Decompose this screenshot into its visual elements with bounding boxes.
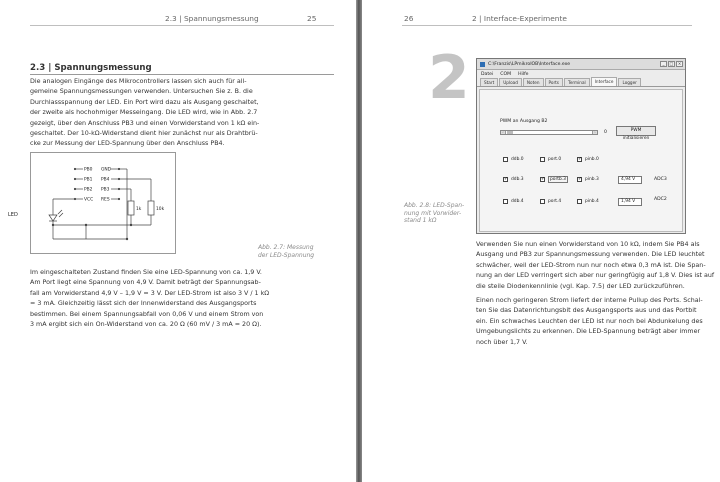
circuit-diagram (30, 152, 176, 254)
caption-line: stand 1 kΩ (404, 217, 437, 225)
pin-label-right: GND (101, 167, 112, 173)
text-line: Umgebungslichts zu erkennen. Die LED-Spannung beträgt aber immer (476, 328, 701, 336)
maximize-icon[interactable]: □ (669, 61, 674, 66)
adc2-label: ADC2 (654, 197, 667, 202)
caption-line: der LED-Spannung (258, 251, 315, 259)
checkbox-portb3[interactable]: ✓ (541, 177, 546, 182)
label-ddb3: ddb.3 (511, 177, 524, 182)
text-line: bestimmen. Bei einem Spannungsabfall von 0,06 V und einem Strom von (30, 310, 264, 318)
figure-caption-2-7 (258, 244, 314, 259)
interface-window-screenshot (476, 58, 686, 234)
label-pinb0: pinb.0 (585, 157, 599, 162)
header-rule-right (402, 25, 692, 26)
window-controls (660, 61, 683, 67)
tab-terminal[interactable]: Terminal (564, 78, 590, 86)
checkbox-ddb4[interactable] (503, 199, 508, 204)
text-line: Im eingeschalteten Zustand finden Sie eine LED-Spannung von ca. 1,9 V. (30, 269, 262, 276)
slider-thumb[interactable] (507, 131, 513, 134)
running-head-left: 2.3 | Spannungsmessung (165, 14, 259, 23)
tab-upload[interactable]: Upload (499, 78, 522, 86)
checkbox-port0[interactable] (540, 157, 545, 162)
page-number-right: 26 (404, 14, 414, 23)
text-line: = 3 mA. Gleichzeitig lässt sich der Innenwiderstand des Ausgangsports (30, 300, 257, 308)
text-line: Verwenden Sie nun einen Vorwiderstand von 10 kΩ, indem Sie PB4 als (476, 241, 700, 248)
pin-label-left: VCC (84, 197, 94, 203)
text-line: fall am Vorwiderstand 4,9 V – 1,9 V = 3 V. Der LED-Strom ist also 3 V / 1 kΩ (30, 289, 270, 297)
pin-label-right: PB3 (101, 187, 110, 193)
pin-label-left: PB2 (84, 187, 93, 193)
caption-line: Abb. 2.8: LED-Span- (404, 202, 465, 209)
text-line: Durchlassspannung der LED. Ein Port wird dazu als Ausgang geschaltet, (30, 98, 259, 106)
checkbox-ddb0[interactable] (503, 157, 508, 162)
checkbox-port4[interactable] (540, 199, 545, 204)
page-number-left: 25 (307, 14, 317, 23)
caption-line: Abb. 2.7: Messung (258, 244, 314, 251)
label-port0: port.0 (548, 157, 562, 162)
window-titlebar (477, 59, 685, 70)
pwm-value: 0 (604, 130, 607, 135)
pwm-label: PWM an Ausgang B2 (500, 119, 548, 124)
pin-label-right: RES (101, 197, 110, 203)
label-pinb4: pinb.4 (585, 199, 599, 204)
chapter-number: 2 (428, 43, 470, 113)
right-paragraph-1 (476, 240, 714, 292)
text-line: der zweite als hochohmiger Messeingang. Die LED wird, wie in Abb. 2.7 (30, 109, 258, 117)
text-line: gezeigt, über den Anschluss PB3 und einen Vorwiderstand von 1 kΩ ein- (30, 119, 260, 127)
text-line: Die analogen Eingänge des Mikrocontrollers lassen sich auch für all- (30, 78, 247, 85)
header-rule-left (30, 25, 334, 26)
tab-interface[interactable]: Interface (591, 77, 618, 86)
checkbox-ddb3[interactable]: ✓ (504, 177, 509, 182)
label-ddb4: ddb.4 (511, 199, 524, 204)
text-line: noch über 1,7 V. (476, 338, 528, 346)
adc3-value-field: 4,94 V (618, 176, 642, 184)
left-paragraph-2 (30, 268, 269, 330)
pwm-init-button[interactable]: PWM initialisieren (616, 126, 656, 136)
menu-bar (477, 70, 685, 78)
menu-hilfe[interactable]: Hilfe (518, 71, 529, 77)
pin-label-left: PB0 (84, 167, 93, 173)
section-title: 2.3 | Spannungsmessung (30, 63, 152, 73)
resistor-10k-label: 10k (156, 207, 165, 212)
caption-line: nung mit Vorwider- (404, 209, 462, 217)
text-line: 3 mA ergibt sich ein On-Widerstand von ca. 20 Ω (60 mV / 3 mA = 20 Ω). (30, 321, 262, 329)
pwm-slider[interactable] (500, 130, 598, 135)
checkbox-pinb4[interactable] (577, 199, 582, 204)
label-port4: port.4 (548, 199, 562, 204)
led-label: LED (8, 212, 18, 218)
checkbox-pinb0[interactable]: ✓ (578, 157, 583, 162)
slider-right-arrow-icon[interactable]: › (592, 131, 597, 134)
tab-logger[interactable]: Logger (618, 78, 640, 86)
text-line: ein. Ein schwaches Leuchten der LED ist nur noch bei Abdunkelung des (476, 317, 703, 325)
pin-label-right: PB4 (101, 177, 110, 183)
text-line: Einen noch geringeren Strom liefert der interne Pullup des Ports. Schal- (476, 297, 703, 304)
text-line: die steile Diodenkennlinie (vgl. Kap. 7.5) der LED zurückzuführen. (476, 282, 685, 290)
menu-com[interactable]: COM (500, 71, 512, 77)
minimize-icon[interactable]: _ (660, 61, 667, 67)
tab-ports[interactable]: Ports (545, 78, 563, 86)
interface-panel (479, 89, 683, 232)
right-paragraph-2 (476, 296, 703, 348)
adc3-label: ADC3 (654, 177, 667, 182)
text-line: schwächer, weil der LED-Strom nun nur noch etwa 0,3 mA ist. Die Span- (476, 261, 706, 269)
running-head-right: 2 | Interface-Experimente (472, 14, 567, 23)
text-line: nung an der LED verringert sich aber nur geringfügig auf 1,8 V. Dies ist auf (476, 272, 715, 280)
app-icon (480, 62, 485, 67)
tab-bar (477, 78, 685, 87)
text-line: Am Port liegt eine Spannung von 4,9 V. Damit beträgt der Spannungsab- (30, 279, 261, 287)
left-paragraph-1 (30, 77, 259, 150)
tab-noten[interactable]: Noten (523, 78, 544, 86)
text-line: ten Sie das Datenrichtungsbit des Ausgangsports aus und das Portbit (476, 307, 697, 315)
menu-datei[interactable]: Datei (481, 71, 494, 77)
section-rule (30, 74, 334, 75)
tab-start[interactable]: Start (480, 78, 498, 86)
adc2-value-field: 1,94 V (618, 198, 642, 206)
text-line: cke zur Messung der LED-Spannung über den Anschluss PB4. (30, 140, 225, 148)
pin-label-left: PB1 (84, 177, 93, 183)
circuit-schematic (31, 153, 177, 255)
label-pinb3: pinb.3 (585, 177, 599, 182)
text-line: geschaltet. Der 10-kΩ-Widerstand dient hier zunächst nur als Drahtbrü- (30, 130, 258, 138)
close-icon[interactable]: × (677, 61, 682, 66)
label-portb3: portb.3 (550, 177, 566, 182)
left-page (0, 0, 356, 482)
text-line: gemeine Spannungsmessungen verwenden. Untersuchen Sie z. B. die (30, 88, 253, 96)
figure-caption-2-8 (404, 202, 464, 225)
slider-left-arrow-icon[interactable]: ‹ (501, 131, 506, 134)
label-ddb0: ddb.0 (511, 157, 524, 162)
checkbox-pinb3[interactable]: ✓ (578, 177, 583, 182)
window-title: C:\Franzis\LPmikroIOB\Interface.exe (488, 61, 571, 67)
resistor-1k-label: 1k (136, 207, 142, 212)
text-line: Ausgang und PB3 zur Spannungsmessung verwenden. Die LED leuchtet (476, 251, 705, 259)
